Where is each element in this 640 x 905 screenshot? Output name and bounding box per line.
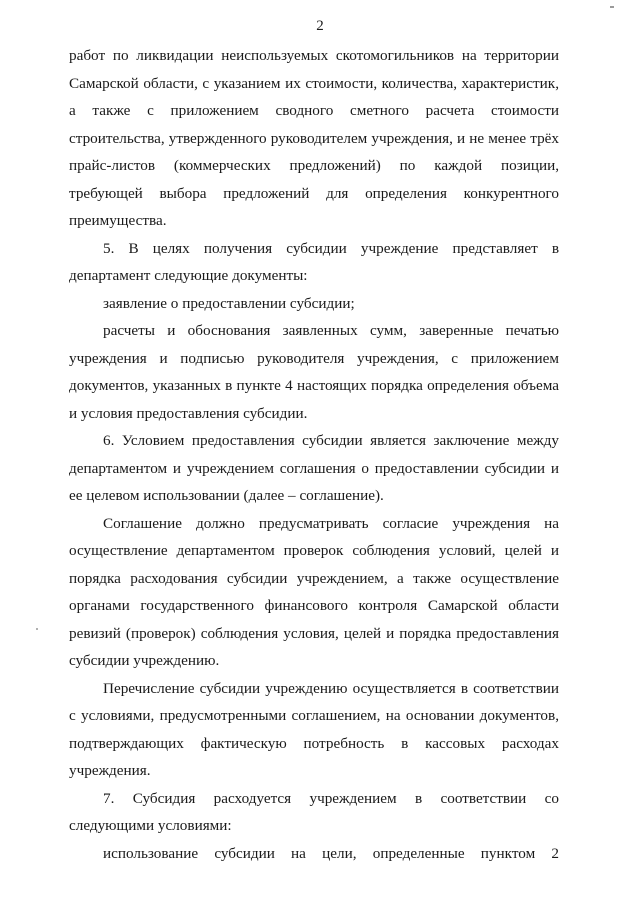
scan-artifact — [610, 6, 614, 8]
document-body — [69, 42, 559, 867]
page-number: 2 — [316, 18, 324, 34]
paragraph-agreement: Соглашение должно предусматривать согласие учреждения на осуществление департаментом проверок соблюдения условий, целей и порядка расходования субсидии учреждением, а также осуществление органами государственного финансового контроля Самарской области ревизий (проверок) соблюдения условия, целей и порядка предоставления субсидии учреждению. — [69, 514, 559, 669]
scan-artifact — [36, 628, 38, 630]
paragraph-transfer: Перечисление субсидии учреждению осуществляется в соответствии с условиями, предусмотренными соглашением, на основании документов, подтверждающих фактическую потребность в кассовых расходах учреждения. — [69, 679, 559, 779]
paragraph-application: заявление о предоставлении субсидии; — [103, 294, 355, 312]
paragraph-item-7: 7. Субсидия расходуется учреждением в соответствии со следующими условиями: — [69, 789, 559, 834]
paragraph-item-5: 5. В целях получения субсидии учреждение представляет в департамент следующие документы: — [69, 239, 559, 284]
paragraph-usage: использование субсидии на цели, определенные пунктом 2 — [103, 844, 559, 862]
paragraph-continuation: работ по ликвидации неиспользуемых скотомогильников на территории Самарской области, с указанием их стоимости, количества, характеристик, а также с приложением сводного сметного расчета стоимости строительства, утвержденного руководителем учреждения, и не менее трёх прайс-листов (коммерческих предложений) по каждой позиции, требующей выбора предложений для определения конкурентного преимущества. — [69, 47, 559, 229]
paragraph-item-6: 6. Условием предоставления субсидии является заключение между департаментом и учреждением соглашения о предоставлении субсидии и ее целевом использовании (далее – соглашение). — [69, 432, 559, 504]
paragraph-calculations: расчеты и обоснования заявленных сумм, заверенные печатью учреждения и подписью руководителя учреждения, с приложением документов, указанных в пункте 4 настоящих порядка определения объема и условия предоставления субсидии. — [69, 322, 559, 422]
